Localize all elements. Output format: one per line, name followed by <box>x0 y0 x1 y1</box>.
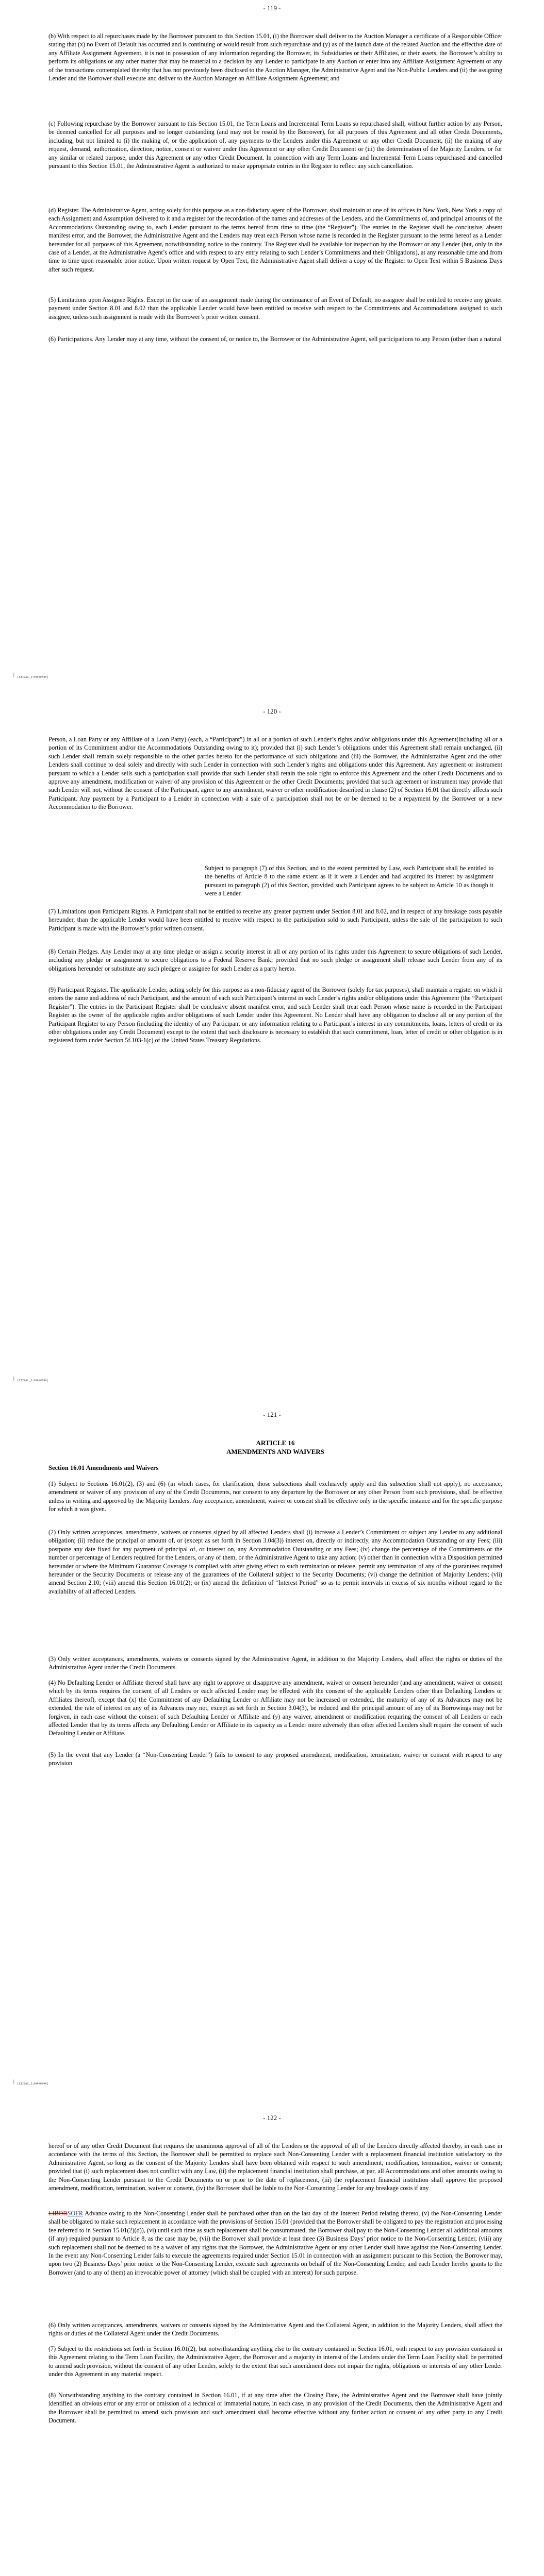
paragraph: (5) Limitations upon Assignee Rights. Except in the case of an assignment made during the continuance of an Event of Default, no assignee shall be entitled to receive any greater payment under Section 8.01 and 8.02 than the applicable Lender would have been entitled to receive with respect to the Commitments and Accommodations assigned to such assignee, unless such assignment is made with the Borrower’s prior written consent. <box>48 296 502 320</box>
redline-deletion: LIBOR <box>48 2210 68 2217</box>
section-heading: Section 16.01 Amendments and Waivers <box>48 1464 159 1471</box>
paragraph: (6) Participations. Any Lender may at any time, without the consent of, or notice to, the Borrower or the Administrative Agent, sell participations to any Person (other than a natural <box>48 335 502 343</box>
margin-bar-icon: | <box>13 2079 14 2084</box>
paragraph: (2) Only written acceptances, amendments, waivers or consents signed by all affected Lenders shall (i) increase a Lender’s Commitment or subject any Lender to any additional obligation; (ii) reduce the principal or amount of, or (except as set forth in Section 3.04(3)) interest on, directly or indirectly, any Accommodation Outstanding or any Fees; (iii) postpone any date fixed for any payment of principal of, or interest on, any Accommodation Outstanding or any Fees; (iv) change the percentage of the Commitments or the number or percentage of Lenders required for the Lenders, or any of them, or the Administrative Agent to take any action; (v) other than in connection with a Disposition permitted hereunder or where the Minimum Guarantor Coverage is complied with after giving effect to such termination or release, permit any termination of any of the guarantees required hereunder or the Security Documents or release any of the guarantees of the Collateral subject to the Security Documents; (vi) change the definition of Majority Lenders; (vii) amend Section 2.10; (viii) amend this Section 16.01(2); or (ix) amend the definition of “Interest Period” so as to permit intervals in excess of six months without regard to the availability of all affected Lenders. <box>48 1529 502 1595</box>
paragraph: (d) Register. The Administrative Agent, acting solely for this purpose as a non-fiduciary agent of the Borrower, shall maintain at one of its offices in New York, New York a copy of each Assignment and Assumption delivered to it and a register for the recordation of the names and addresses of the Lenders, and the Commitments of, and principal amounts of the Accommodations Outstanding owing to, each Lender pursuant to the terms hereof from time to time (the “Register”). The entries in the Register shall be conclusive, absent manifest error, and the Borrower, the Administrative Agent and the Lenders may treat each Person whose name is recorded in the Register pursuant to the terms hereof as a Lender hereunder for all purposes of this Agreement, notwithstanding notice to the contrary. The Register shall be available for inspection by the Borrower or any Lender (but, only in the case of a Lender, at the Administrative Agent’s office and with respect to any entry relating to such Lender’s Commitments and their Obligations), at any reasonable time and from time to time upon reasonable prior notice. Upon written request by Open Text, the Administrative Agent shall deliver a copy of the Register to Open Text within 5 Business Days after such request. <box>48 207 502 273</box>
paragraph: (7) Limitations upon Participant Rights. A Participant shall not be entitled to receive any greater payment under Section 8.01 and 8.02, and in respect of any breakage costs payable hereunder, than the applicable Lender would have been entitled to receive with respect to the participation sold to such Participant, unless the sale of the participation to such Participant is made with the Borrower’s prior written consent. <box>48 908 502 932</box>
paragraph: (9) Participant Register. The applicable Lender, acting solely for this purpose as a non-fiduciary agent of the Borrower (solely for tax purposes), shall maintain a register on which it enters the name and address of each Participant, and the amount of each such Participant’s interest in such Lender’s rights and/or obligations under this Agreement (the “Participant Register”). The entries in the Participant Register shall be conclusive absent manifest error, and such Lender shall treat each Person whose name is recorded in the Participant Register as the owner of the applicable rights and/or obligations of such Lender under this Agreement. No Lender shall have any obligation to disclose all or any portion of the Participant Register to any Person (including the identity of any Participant or any information relating to a Participant’s interest in any commitments, loans, letters of credit or its other obligations under any Credit Document) except to the extent that such disclosure is necessary to establish that such commitment, loan, letter of credit or other obligation is in registered form under Section 5f.103-1(c) of the United States Treasury Regulations. <box>48 986 502 1044</box>
paragraph: (1) Subject to Sections 16.01(2), (3) and (6) (in which cases, for clarification, those subsections shall exclusively apply and this subsection shall not apply), no acceptance, amendment or waiver of any provision of any of the Credit Documents, nor consent to any departure by the Borrower or any other Person from such provisions, shall be effective unless in writing and approved by the Majority Lenders. Any acceptance, amendment, waiver or consent shall be effective only in the specific instance and for the specific purpose for which it was given. <box>48 1480 502 1513</box>
page-number: - 121 - <box>263 1411 281 1418</box>
page-number: - 120 - <box>263 707 281 715</box>
page-121 <box>0 1406 544 2110</box>
paragraph: hereof or of any other Credit Document that requires the unanimous approval of all of the Lenders or the approval of all of the Lenders directly affected thereby, in each case in accordance with the terms of this Section, the Borrower shall be permitted to replace such Non-Consenting Lender with a replacement financial institution satisfactory to the Administrative Agent, so long as the consent of the Majority Lenders shall have been obtained with respect to such amendment, modification, termination, waiver or consent; provided that (i) such replacement does not conflict with any Law, (ii) the replacement financial institution shall purchase, at par, all Accommodations and other amounts owing to the Non-Consenting Lender pursuant to the Credit Documents on or prior to the date of replacement, (iii) the replacement financial institution shall approve the proposed amendment, modification, termination, waiver or consent, (iv) the Borrower shall be liable to the Non-Consenting Lender for any breakage costs if any <box>48 2142 502 2192</box>
redline-insertion: SOFR <box>67 2210 84 2217</box>
page-number: - 119 - <box>263 4 281 12</box>
paragraph: (7) Subject to the restrictions set forth in Section 16.01(2), but notwithstanding anything else to the contrary contained in Section 16.01, with respect to any provision contained in this Agreement relating to the Term Loan Facility, the Administrative Agent, the Borrower and a majority in interest of the Lenders under the Term Loan Facility shall be permitted to amend such provision, without the consent of any other Lender, solely to the extent that such amendment does not impair the rights, obligations or interests of any other Lender under this Agreement in any material respect. <box>48 2345 502 2378</box>
footer-legal-code: [LEGAL_1:########] <box>18 1379 48 1382</box>
footer-legal-code: [LEGAL_1:########] <box>18 676 48 679</box>
article-title: AMENDMENTS AND WAIVERS <box>226 1448 324 1455</box>
margin-bar-icon: | <box>13 672 14 677</box>
paragraph: Person, a Loan Party or any Affiliate of a Loan Party) (each, a “Participant”) in all or a portion of such Lender’s rights and/or obligations under this Agreement(including all or a portion of its Commitment and/or the Accommodations Outstanding owing to it); provided that (i) such Lender’s obligations under this Agreement shall remain unchanged, (ii) such Lender shall remain solely responsible to the other parties hereto for the performance of such obligations and (iii) the Borrower, the Administrative Agent and the other Lenders shall continue to deal solely and directly with such Lender in connection with such Lender’s rights and obligations under this Agreement. Any agreement or instrument pursuant to which a Lender sells such a participation shall provide that such Lender shall retain the sole right to enforce this Agreement and the other Credit Documents and to approve any amendment, modification or waiver of any provision of this Agreement or the other Credit Documents; provided that such agreement or instrument may provide that such Lender will not, without the consent of the Participant, agree to any amendment, waiver or other modification described in clause (2) of Section 16.01 that directly affects such Participant. Any payment by a Participant to a Lender in connection with a sale of a participation shall not be or be deemed to be a repayment by the Borrower or a new Accommodation to the Borrower. <box>48 736 502 811</box>
paragraph-with-redline <box>48 2209 502 2277</box>
paragraph: (4) No Defaulting Lender or Affiliate thereof shall have any right to approve or disapprove any amendment, waiver or consent hereunder (and any amendment, waiver or consent which by its terms requires the consent of all Lenders or each affected Lender may be effected with the consent of the applicable Lenders other than Defaulting Lenders or Affiliates thereof), except that (x) the Commitment of any Defaulting Lender or Affiliate may not be increased or extended, the maturity of any of its Advances may not be extended, the rate of interest on any of its Advances may not, except as set forth in Section 3.04(3), be reduced and the principal amount of any of its Borrowings may not be forgiven, in each case without the consent of such Defaulting Lender or Affiliate and (y) any waiver, amendment or modification requiring the consent of all Lenders or each affected Lender that by its terms affects any Defaulting Lender or Affiliate in its capacity as a Lender more adversely than other affected Lenders shall require the consent of such Defaulting Lender or Affiliate. <box>48 1679 502 1737</box>
paragraph: (c) Following repurchase by the Borrower pursuant to this Section 15.01, the Term Loans and Incremental Term Loans so repurchased shall, without further action by any Person, be deemed cancelled for all purposes and no longer outstanding (and may not be resold by the Borrower), for all purposes of this Agreement and all other Credit Documents, including, but not limited to (i) the making of, or the application of, any payments to the Lenders under this Agreement or any other Credit Document, (ii) the making of any request, demand, authorization, direction, notice, consent or waiver under this Agreement or any other Credit Document or (iii) the determination of the Majority Lenders, or for any similar or related purpose, under this Agreement or any other Credit Document. In connection with any Term Loans and Incremental Term Loans repurchased and cancelled pursuant to this Section 15.01, the Administrative Agent is authorized to make appropriate entries in the Register to reflect any such cancellation. <box>48 120 502 170</box>
footer-legal-code: [LEGAL_1:########] <box>18 2082 48 2086</box>
paragraph: (5) In the event that any Lender (a “Non-Consenting Lender”) fails to consent to any proposed amendment, modification, termination, waiver or consent with respect to any provision <box>48 1751 502 1767</box>
page-119 <box>0 0 544 703</box>
paragraph: (3) Only written acceptances, amendments, waivers or consents signed by the Administrative Agent, in addition to the Majority Lenders, shall affect the rights or duties of the Administrative Agent under the Credit Documents. <box>48 1655 502 1671</box>
paragraph: (b) With respect to all repurchases made by the Borrower pursuant to this Section 15.01, (i) the Borrower shall deliver to the Auction Manager a certificate of a Responsible Officer stating that (x) no Event of Default has occurred and is continuing or would result from such repurchase and (y) as of the launch date of the related Auction and the effective date of any Affiliate Assignment Agreement, it is not in possession of any information regarding the Borrower, its Subsidiaries or their Affiliates, or their assets, the Borrower’s ability to perform its obligations or any other matter that may be material to a decision by any Lender to participate in any Auction or enter into any Affiliate Assignment Agreement or any of the transactions contemplated thereby that has not previously been disclosed to the Auction Manager, the Administrative Agent and the Non-Public Lenders and (ii) the assigning Lender and the Borrower shall execute and deliver to the Auction Manager an Affiliate Assignment Agreement; and <box>48 32 502 82</box>
paragraph: (8) Notwithstanding anything to the contrary contained in Section 16.01, if at any time after the Closing Date, the Administrative Agent and the Borrower shall have jointly identified an obvious error or any error or omission of a technical or immaterial nature, in each case, in any provision of the Credit Documents, then the Administrative Agent and the Borrower shall be permitted to amend such provision and such amendment shall become effective without any further action or consent of any other party to any Credit Document. <box>48 2392 502 2425</box>
paragraph: (8) Certain Pledges. Any Lender may at any time pledge or assign a security interest in all or any portion of its rights under this Agreement to secure obligations of such Lender, including any pledge or assignment to secure obligations to a Federal Reserve Bank; provided that no such pledge or assignment shall release such Lender from any of its obligations hereunder or substitute any such pledgee or assignee for such Lender as a party hereto. <box>48 948 502 972</box>
page-122 <box>0 2110 544 2576</box>
paragraph-text: Advance owing to the Non-Consenting Lender shall be purchased other than on the last day of the Interest Period relating thereto, (v) the Non-Consenting Lender shall be obligated to make such replacement in accordance with the provisions of Section 15.01 (provided that the Borrower shall be obligated to pay the registration and processing fee referred to in Section 15.01(2)(d)), (vi) until such time as such replacement shall be consummated, the Borrower shall pay to the Non-Consenting Lender all additional amounts (if any) required pursuant to Article 8, as the case may be, (vii) the Borrower shall provide at least three (3) Business Days’ prior notice to the Non-Consenting Lender, (viii) any such replacement shall not be deemed to be a waiver of any rights that the Borrower, the Administrative Agent or any other Lender shall have against the Non-Consenting Lender. In the event any Non-Consenting Lender fails to execute the agreements required under Section 15.01 in connection with an assignment pursuant to this Section, the Borrower may, upon two (2) Business Days’ prior notice to the Non-Consenting Lender, execute such agreements on behalf of the Non-Consenting Lender, and each Lender hereby grants to the Borrower (and to any of them) an irrevocable power of attorney (which shall be coupled with an interest) for such purpose. <box>48 2210 503 2276</box>
indented-paragraph: Subject to paragraph (7) of this Section, and to the extent permitted by Law, each Participant shall be entitled to the benefits of Article 8 to the same extent as if it were a Lender and had acquired its interest by assignment pursuant to paragraph (2) of this Section, provided such Participant agrees to be subject to Article 10 as though it were a Lender. <box>205 865 493 897</box>
paragraph: (6) Only written acceptances, amendments, waivers or consents signed by the Administrative Agent and the Collateral Agent, in addition to the Majority Lenders, shall affect the rights or duties of the Collateral Agent under the Credit Documents. <box>48 2321 502 2337</box>
article-heading: ARTICLE 16 <box>256 1439 295 1447</box>
page-number: - 122 - <box>263 2114 281 2122</box>
page-120 <box>0 703 544 1406</box>
margin-bar-icon: | <box>13 1376 14 1381</box>
